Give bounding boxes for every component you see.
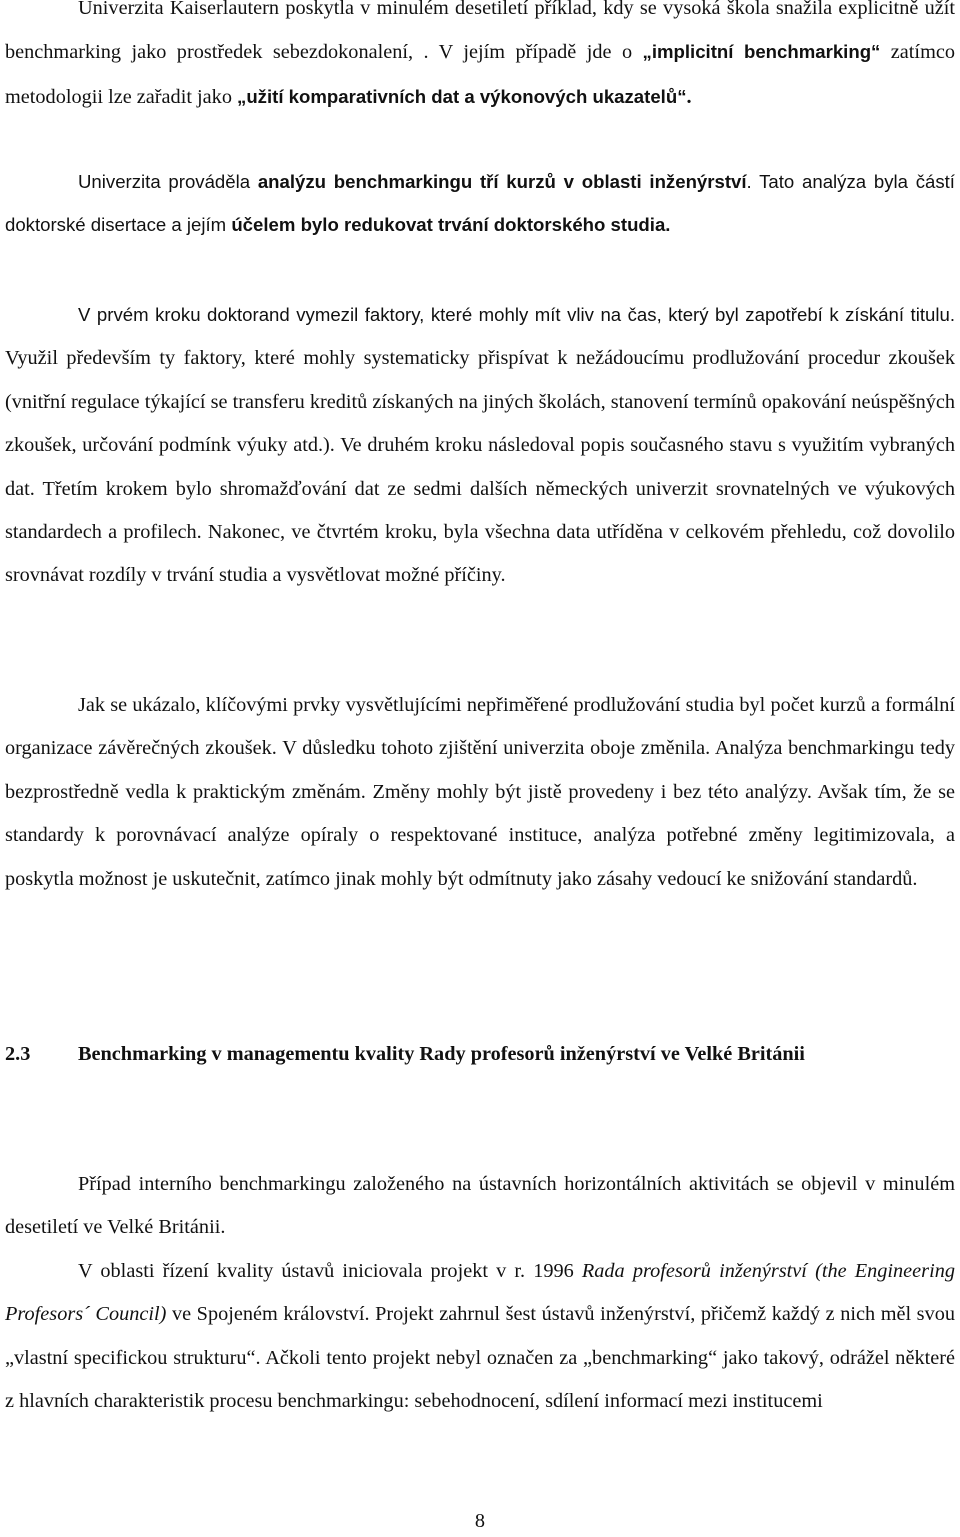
paragraph-text: ve Spojeném království. Projekt zahrnul šest ústavů inženýrství, přičemž každý z nich měl svou „vlastní specifickou strukturu“. Ačkoli tento projekt nebyl označen za „benchmarking“ jako takový, odrážel některé z hlavních charakteristik procesu benchmarkingu: sebehodnocení, sdílení informací mezi institucemi	[5, 1303, 955, 1413]
italic-term: Rada profesorů inženýrství (the Engineering Profesors´ Council)	[5, 1260, 955, 1326]
paragraph-text: Využil především ty faktory, které mohly systematicky přispívat k nežádoucímu prodlužování procedur zkoušek (vnitřní regulace týkající se transferu kreditů získaných na jiných školách, stanovení termínů opakování neúspěšných zkoušek, určování podmínk výuky atd.). Ve druhém kroku následoval popis současného stavu s využitím vybraných dat. Třetím krokem bylo shromažďování dat ze sedmi dalších německých univerzit srovnatelných ve výukových standardech a profilech. Nakonec, ve čtvrtém kroku, byla všechna data utříděna v celkovém přehledu, což dovolilo srovnávat rozdíly v trvání studia a vysvětlovat možné příčiny.	[5, 347, 955, 587]
paragraph-engineering-council	[5, 1250, 955, 1424]
bold-term: „užití komparativních dat a výkonových ukazatelů“	[237, 85, 687, 107]
bold-term: účelem bylo redukovat trvání doktorského studia	[231, 214, 666, 236]
paragraph-text: Univerzita Kaiserlautern poskytla v minulém desetiletí příklad, kdy se vysoká škola snažila explicitně užít benchmarking jako prostředek sebezdokonalení, . V jejím případě jde o	[5, 0, 955, 64]
paragraph-text: . Tato analýza byla částí doktorské disertace a jejím	[5, 171, 955, 236]
paragraph-text: zatímco metodologii lze zařadit jako	[5, 41, 955, 108]
page-number: 8	[474, 1510, 486, 1532]
bold-term: „implicitní benchmarking“	[642, 41, 881, 63]
bold-term: analýzu benchmarkingu tří kurzů v oblasti inženýrství	[257, 171, 747, 192]
paragraph-findings: Jak se ukázalo, klíčovými prvky vysvětlujícími nepřiměřené prodlužování studia byl počet kurzů a formální organizace závěrečných zkoušek. V důsledku tohoto zjištění univerzita oboje změnila. Analýza benchmarkingu tedy bezprostředně vedla k praktickým změnám. Změny mohly být jistě provedeny i bez této analýzy. Avšak tím, že se standardy k porovnávací analýze opíraly o respektované instituce, analýza potřebné změny legitimizovala, a poskytla možnost je uskutečnit, zatímco jinak mohly být odmítnuty jako zásahy vedoucí ke snižování standardů.	[5, 694, 955, 890]
paragraph-internal-benchmarking: Případ interního benchmarkingu založeného na ústavních horizontálních aktivitách se objevil v minulém desetiletí ve Velké Británii.	[5, 1173, 955, 1239]
paragraph-kaiserlautern	[5, 0, 955, 119]
section-title: Benchmarking v managementu kvality Rady profesorů inženýrství ve Velké Británii	[78, 1043, 805, 1065]
paragraph-text: Univerzita prováděla	[78, 171, 258, 192]
paragraph-text: V prvém kroku doktorand vymezil faktory, které mohly mít vliv na čas, který byl zapotřebí k získání titulu.	[78, 304, 955, 325]
paragraph-text: .	[665, 214, 671, 236]
paragraph-analysis	[5, 160, 955, 247]
paragraph-text: V oblasti řízení kvality ústavů iniciovala projekt v r. 1996	[78, 1260, 582, 1282]
section-number: 2.3	[5, 1043, 31, 1065]
paragraph-text: .	[686, 85, 692, 108]
paragraph-steps	[5, 293, 955, 598]
